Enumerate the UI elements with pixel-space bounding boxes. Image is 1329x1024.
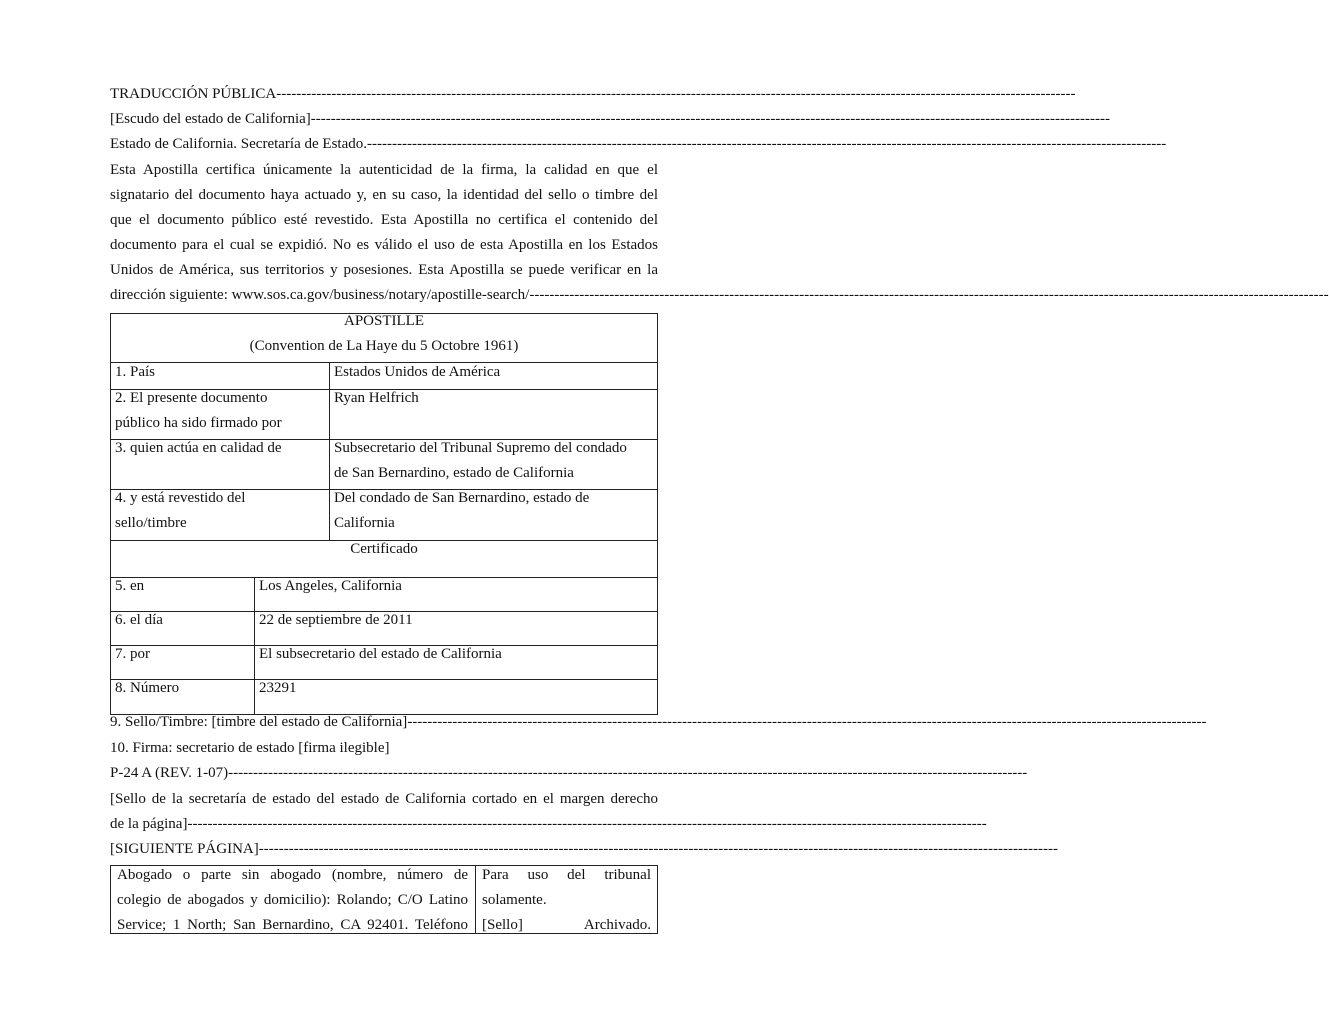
dash-filler: ---------------------------------------------------------------------------------------------------------------------------------------------------------------- xyxy=(276,86,1076,102)
row-capacity-label: 3. quien actúa en calidad de xyxy=(115,440,282,456)
dash-filler: ---------------------------------------------------------------------------------------------------------------------------------------------------------------- xyxy=(187,816,987,832)
row-capacity-value-2: de San Bernardino, estado de California xyxy=(334,465,574,481)
intro-line: Unidos de América, sus territorios y posesiones. Esta Apostilla se puede verificar en la xyxy=(110,262,658,278)
table-column-divider xyxy=(329,362,330,540)
table-column-divider xyxy=(254,577,255,715)
row-signed-value: Ryan Helfrich xyxy=(334,390,419,406)
intro-paragraph xyxy=(110,159,1329,309)
cut-seal-paragraph xyxy=(110,788,987,838)
row-place-value: Los Angeles, California xyxy=(259,578,402,594)
table-rule xyxy=(110,679,658,680)
form-code: P-24 A (REV. 1-07) xyxy=(110,765,229,781)
intro-line: documento para el cual se expidió. No es válido el uso de esta Apostilla en los Estados xyxy=(110,237,658,253)
header-title-line xyxy=(110,83,1076,105)
row-signed-label-2: público ha sido firmado por xyxy=(115,415,282,431)
dash-filler: ---------------------------------------------------------------------------------------------------------------------------------------------------------------- xyxy=(367,136,1167,152)
header-state-line xyxy=(110,133,1167,155)
row-seal-label-1: 4. y está revestido del xyxy=(115,490,246,506)
apostille-convention: (Convention de La Haye du 5 Octobre 1961) xyxy=(249,338,519,354)
header-shield-line xyxy=(110,108,1110,130)
dash-filler: ---------------------------------------------------------------------------------------------------------------------------------------------------------------- xyxy=(407,714,1207,730)
intro-url-line: dirección siguiente: www.sos.ca.gov/business/notary/apostille-search/ xyxy=(110,287,530,303)
attorney-box-divider xyxy=(475,865,476,934)
seal-text: 9. Sello/Timbre: [timbre del estado de California] xyxy=(110,714,408,730)
intro-last-line xyxy=(110,284,1329,309)
cut-seal-line-1: [Sello de la secretaría de estado del estado de California cortado en el margen derecho xyxy=(110,791,658,807)
intro-line: Esta Apostilla certifica únicamente la autenticidad de la firma, la calidad en que el xyxy=(110,162,658,178)
row-seal-value-1: Del condado de San Bernardino, estado de xyxy=(334,490,590,506)
seal-line xyxy=(110,711,1207,733)
cut-seal-line-2: de la página] xyxy=(110,816,188,832)
intro-line: signatario del documento haya actuado y, en su caso, la identidad del sello o timbre del xyxy=(110,187,658,203)
form-line xyxy=(110,762,1028,784)
signature-text: 10. Firma: secretario de estado [firma ilegible] xyxy=(110,740,390,756)
row-by-label: 7. por xyxy=(115,646,150,662)
row-country-value: Estados Unidos de América xyxy=(334,364,501,380)
dash-filler: ---------------------------------------------------------------------------------------------------------------------------------------------------------------- xyxy=(529,287,1329,303)
dash-filler: ---------------------------------------------------------------------------------------------------------------------------------------------------------------- xyxy=(310,111,1110,127)
attorney-left-line-1: Abogado o parte sin abogado (nombre, número de xyxy=(117,867,468,883)
row-seal-label-2: sello/timbre xyxy=(115,515,187,531)
certified-heading: Certificado xyxy=(350,541,418,557)
court-use-line-2: solamente. xyxy=(482,892,547,908)
header-shield: [Escudo del estado de California] xyxy=(110,111,311,127)
header-state: Estado de California. Secretaría de Estado. xyxy=(110,136,367,152)
row-place-label: 5. en xyxy=(115,578,145,594)
dash-filler: ---------------------------------------------------------------------------------------------------------------------------------------------------------------- xyxy=(228,765,1028,781)
row-country-label: 1. País xyxy=(115,364,156,380)
intro-line: que el documento público esté revestido. Esta Apostilla no certifica el contenido del xyxy=(110,212,658,228)
row-date-value: 22 de septiembre de 2011 xyxy=(259,612,413,628)
row-number-label: 8. Número xyxy=(115,680,180,696)
row-capacity-value-1: Subsecretario del Tribunal Supremo del condado xyxy=(334,440,627,456)
next-page-text: [SIGUIENTE PÁGINA] xyxy=(110,841,259,857)
court-use-line-1: Para uso del tribunal xyxy=(482,867,651,883)
header-title: TRADUCCIÓN PÚBLICA xyxy=(110,86,277,102)
signature-line xyxy=(110,737,658,759)
row-date-label: 6. el día xyxy=(115,612,163,628)
next-page-line xyxy=(110,838,1058,860)
court-use-line-3: [Sello] Archivado. xyxy=(482,917,651,933)
cut-seal-line-2-wrap xyxy=(110,813,987,838)
row-seal-value-2: California xyxy=(334,515,395,531)
row-by-value: El subsecretario del estado de California xyxy=(259,646,502,662)
row-signed-label-1: 2. El presente documento xyxy=(115,390,268,406)
apostille-title: APOSTILLE xyxy=(344,313,424,329)
row-number-value: 23291 xyxy=(259,680,297,696)
attorney-left-line-3: Service; 1 North; San Bernardino, CA 92401. Teléfono xyxy=(117,917,468,933)
attorney-left-line-2: colegio de abogados y domicilio): Rolando; C/O Latino xyxy=(117,892,468,908)
dash-filler: ---------------------------------------------------------------------------------------------------------------------------------------------------------------- xyxy=(258,841,1058,857)
